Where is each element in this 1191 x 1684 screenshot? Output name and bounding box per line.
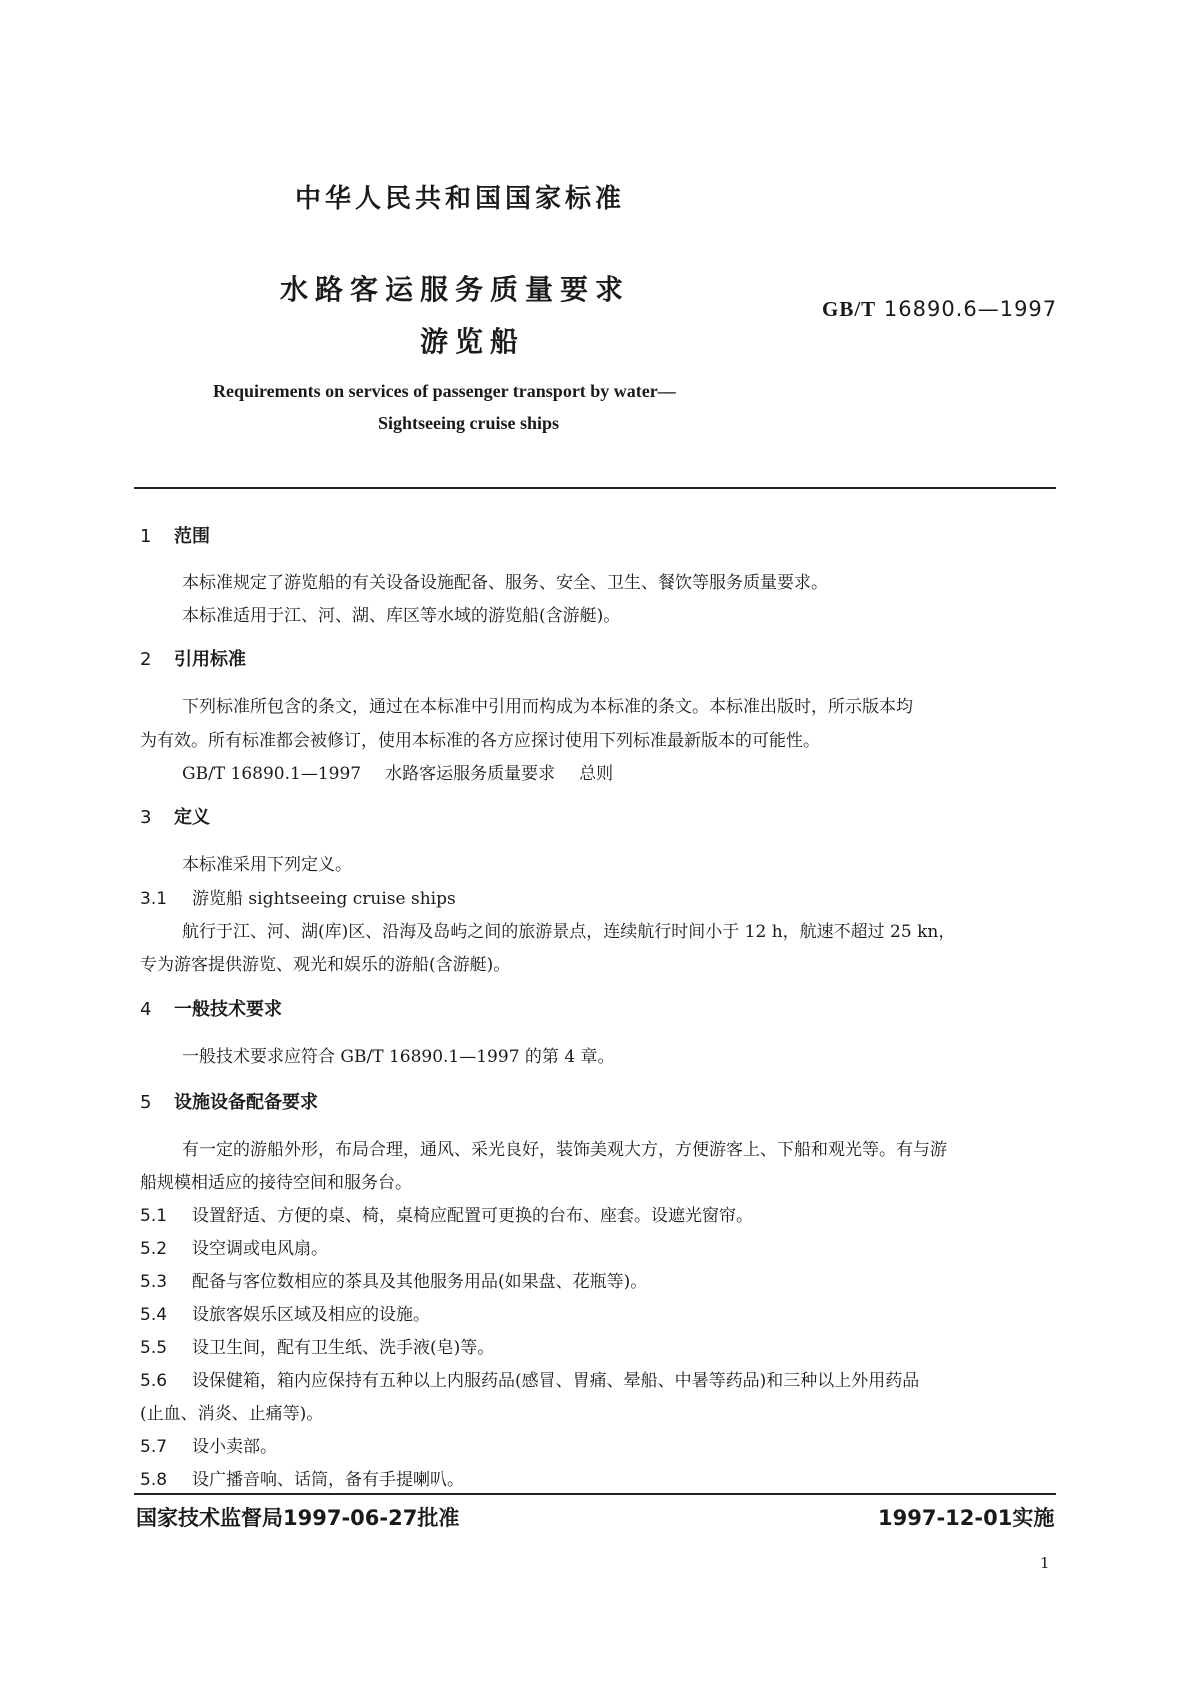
clause-5-3	[140, 1267, 647, 1292]
clause-number: 5.8	[140, 1470, 168, 1490]
clause-5-6	[140, 1366, 919, 1391]
clause-text: 设旅客娱乐区域及相应的设施。	[192, 1305, 430, 1325]
standard-code	[822, 297, 1057, 322]
header-divider	[134, 487, 1056, 489]
clause-number: 5.1	[140, 1206, 168, 1226]
clause-number: 5.4	[140, 1305, 168, 1325]
section-1-paragraph-2: 本标准适用于江、河、湖、库区等水域的游览船(含游艇)。	[182, 606, 621, 626]
clause-number: 5.2	[140, 1239, 168, 1259]
clause-text: 设置舒适、方便的桌、椅，桌椅应配置可更换的台布、座套。设遮光窗帘。	[192, 1206, 753, 1226]
clause-5-6-continuation: (止血、消炎、止痛等)。	[140, 1404, 324, 1424]
section-5-heading	[140, 1088, 318, 1114]
section-number: 1	[140, 526, 152, 547]
clause-5-1	[140, 1201, 753, 1226]
section-3-paragraph-1: 本标准采用下列定义。	[182, 855, 352, 875]
clause-number: 5.7	[140, 1437, 168, 1457]
clause-number: 5.6	[140, 1371, 168, 1391]
section-title: 引用标准	[174, 649, 246, 670]
section-number: 4	[140, 999, 152, 1020]
section-5-paragraph-line-2: 船规模相适应的接待空间和服务台。	[140, 1173, 412, 1193]
approval-date: 国家技术监督局1997-06-27批准	[136, 1506, 460, 1530]
section-3-heading	[140, 803, 210, 829]
clause-5-7	[140, 1432, 277, 1457]
section-4-heading	[140, 995, 282, 1021]
clause-text: 设空调或电风扇。	[192, 1239, 328, 1259]
standard-prefix: GB/T	[822, 297, 877, 321]
section-1-heading	[140, 522, 210, 548]
national-standard-heading: 中华人民共和国国家标准	[295, 184, 626, 214]
footer-divider	[134, 1493, 1056, 1495]
clause-number: 5.5	[140, 1338, 168, 1358]
clause-5-2	[140, 1234, 328, 1259]
effective-date: 1997-12-01实施	[878, 1506, 1055, 1530]
clause-5-8	[140, 1465, 464, 1490]
definition-text-line-2: 专为游客提供游览、观光和娱乐的游船(含游艇)。	[140, 955, 511, 975]
section-1-paragraph-1: 本标准规定了游览船的有关设备设施配备、服务、安全、卫生、餐饮等服务质量要求。	[182, 573, 828, 593]
reference-code: GB/T 16890.1—1997	[182, 764, 362, 784]
section-5-paragraph-line-1: 有一定的游船外形，布局合理，通风、采光良好，装饰美观大方，方便游客上、下船和观光等。有与游	[182, 1140, 947, 1160]
standard-number: 16890.6—1997	[883, 297, 1058, 321]
title-en-line2: Sightseeing cruise ships	[378, 413, 560, 433]
reference-title: 水路客运服务质量要求	[385, 764, 556, 784]
definition-term: 游览船 sightseeing cruise ships	[192, 889, 456, 909]
definition-text-line-1: 航行于江、河、湖(库)区、沿海及岛屿之间的旅游景点，连续航行时间小于 12 h，航速不超过 25 kn，	[182, 922, 956, 942]
section-2-paragraph-line-1: 下列标准所包含的条文，通过在本标准中引用而构成为本标准的条文。本标准出版时，所示版本均	[182, 697, 913, 717]
clause-number: 5.3	[140, 1272, 168, 1292]
clause-number: 3.1	[140, 889, 168, 909]
clause-text: 设小卖部。	[192, 1437, 277, 1457]
section-title: 定义	[174, 807, 210, 828]
section-number: 2	[140, 649, 152, 670]
section-2-heading	[140, 645, 246, 671]
clause-text: 设保健箱，箱内应保持有五种以上内服药品(感冒、胃痛、晕船、中暑等药品)和三种以上外用药品	[192, 1371, 920, 1391]
section-title: 范围	[174, 526, 210, 547]
section-4-paragraph-1: 一般技术要求应符合 GB/T 16890.1—1997 的第 4 章。	[182, 1047, 615, 1067]
clause-text: 设卫生间，配有卫生纸、洗手液(皂)等。	[192, 1338, 495, 1358]
section-number: 5	[140, 1092, 152, 1113]
title-cn-line1: 水路客运服务质量要求	[280, 273, 631, 306]
section-title: 设施设备配备要求	[174, 1092, 318, 1113]
clause-5-4	[140, 1300, 430, 1325]
reference-part: 总则	[579, 764, 614, 784]
page-number: 1	[1040, 1554, 1050, 1572]
title-en-line1: Requirements on services of passenger transport by water—	[213, 381, 676, 401]
title-cn-line2: 游览船	[420, 325, 526, 358]
section-2-paragraph-line-2: 为有效。所有标准都会被修订，使用本标准的各方应探讨使用下列标准最新版本的可能性。	[140, 731, 820, 751]
section-title: 一般技术要求	[174, 999, 282, 1020]
normative-reference	[182, 759, 613, 784]
clause-text: 配备与客位数相应的茶具及其他服务用品(如果盘、花瓶等)。	[192, 1272, 648, 1292]
definition-3-1	[140, 884, 456, 909]
clause-text: 设广播音响、话筒，备有手提喇叭。	[192, 1470, 464, 1490]
section-number: 3	[140, 807, 152, 828]
clause-5-5	[140, 1333, 494, 1358]
